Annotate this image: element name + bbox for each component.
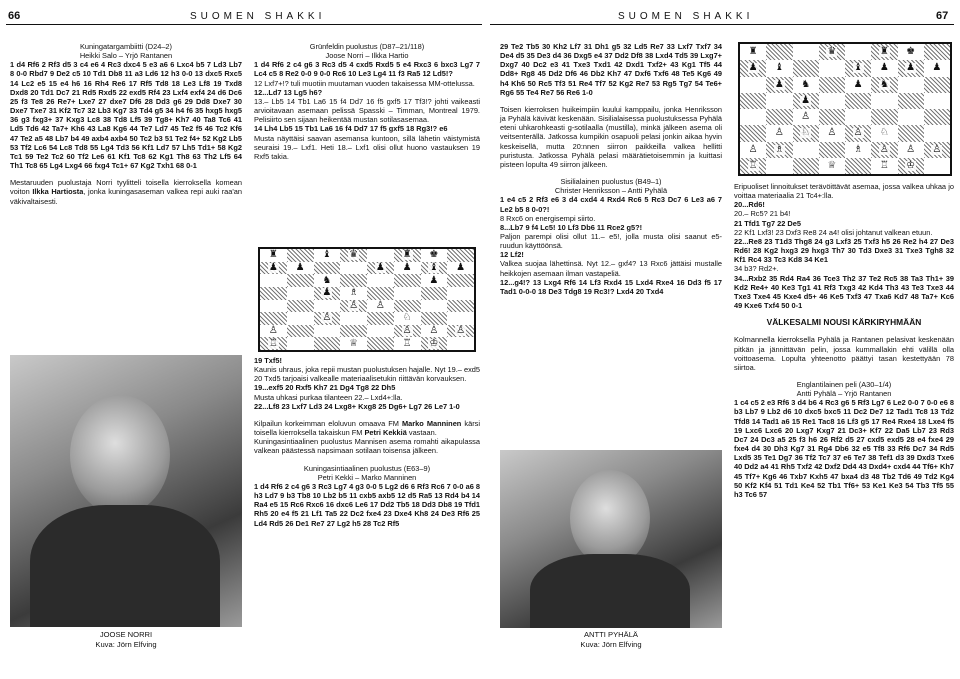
player-photo-pyhala: [500, 450, 722, 628]
board-square: [447, 287, 474, 300]
chess-diagram: [258, 247, 476, 352]
board-square: [447, 262, 474, 275]
chess-piece-icon: ♟: [268, 261, 278, 273]
board-square: [260, 337, 287, 350]
chess-piece-icon: ♙: [322, 312, 332, 324]
right-page-number: 67: [936, 10, 949, 22]
board-square: [845, 44, 871, 60]
board-square: [898, 142, 924, 158]
game-moves: 1 c4 c5 2 e3 Rf6 3 d4 b6 4 Rc3 g6 5 Rf3 Lg7 6 Le2 0-0 7 0-0 e6 8 b3 Lb7 9 Lb2 d6 10 dxc5 bxc5 11 Dc2 De7 12 Tad1 Tc8 13 Td2 Tfd8 14 Tad1 a6 15 Re1 Tac8 16 Lf3 g5 17 Re4 Rxe4 18 Lxe4 f5 19 Lxc6 Lxc6 20 Lxg7 Kxg7 21 Dc3+ Kf7 22 Da5 Lb7 23 Rd3 Dc7 24 Dc3 a5 25 f3 h6 26 Rf2 d5 27 cxd5 exd5 28 e4 fxe4 29 fxe4 d4 30 Dh3 Kg7 31 Rg4 Db6 32 e5 Tf8 33 Rf6 Dc7 34 Rd5 Lxd5 35 Te1 Dg7 36 Tf2 Tc7 37 e6 Te7 38 Tef1 d3 39 Dxd3 Txe6 40 Dd2 a4 41 Rh5 Txf2 42 Dxf2 Dd4 43 Dxd4+ cxd4 44 Tf6+ Kh7 45 Tf7+ Kg6 46 Txb7 Kxh5 47 bxa4 d3 48 Tb2 Td6 49 Td2 Kg4 50 Kf2 Kf4 51 Td1 Ke4 52 Tb1 Tf6+ 53 Ke1 Ke3 54 Tb3 Tf5 55 h3 Tc6 57: [734, 398, 954, 499]
board-square: [367, 262, 394, 275]
board-square: [898, 125, 924, 141]
board-square: [394, 325, 421, 338]
game-moves: 19...exf5 20 Rxf5 Kh7 21 Dg4 Tg8 22 Dh5: [254, 383, 396, 393]
chess-piece-icon: ♕: [827, 159, 837, 171]
chess-piece-icon: ♞: [322, 274, 332, 286]
photo-caption: JOOSE NORRI: [99, 630, 153, 639]
game-moves: 20...Rd6!: [734, 200, 765, 210]
board-square: [447, 300, 474, 313]
player-photo-norri: [10, 355, 242, 627]
board-square: [766, 93, 792, 109]
board-square: [740, 109, 766, 125]
chess-piece-icon: ♟: [801, 94, 811, 106]
board-square: [340, 249, 367, 262]
commentary: Mestaruuden puolustaja Norri tyylitteli toisella kierroksella komean voiton Ilkka Hartiosta, jonka kuningasaseman valkea repi auki raa'an väkivaltaisesti.: [10, 178, 243, 206]
chess-piece-icon: ♟: [774, 78, 784, 90]
board-square: [845, 142, 871, 158]
commentary: Musta näyttäisi saavan asemansa kuntoon, sillä lähetin väistymistä seuraisi 19.– Lxf1. Heti 18.– Lxf1 olisi ollut huono vastauksen 19 Rxf5 takia.: [254, 133, 480, 161]
board-square: [340, 274, 367, 287]
game-moves: 34...Rxb2 35 Rd4 Ra4 36 Tce3 Th2 37 Te2 Rc5 38 Ta3 Th1+ 39 Kd2 Re4+ 40 Ke3 Tg1 41 Rf3 Txg3 42 Kd4 Th3 43 Te3 Txe3 44 Txe3 Txe4 45 Kxe4 d5+ 46 Ke5 Txf3 47 Txa6 Kd7 48 Ta7+ Kc6 49 Kxe6 Txf4 50 0-1: [734, 273, 954, 311]
board-square: [447, 274, 474, 287]
chess-piece-icon: ♚: [906, 46, 916, 58]
board-square: [740, 44, 766, 60]
left-header-rule: [6, 24, 482, 25]
chess-piece-icon: ♙: [932, 143, 942, 155]
board-square: [314, 312, 341, 325]
board-square: [819, 77, 845, 93]
board-square: [740, 158, 766, 174]
board-square: [819, 109, 845, 125]
board-square: [871, 77, 897, 93]
board-square: [340, 312, 367, 325]
chess-piece-icon: ♙: [429, 325, 439, 337]
board-square: [871, 60, 897, 76]
board-square: [447, 337, 474, 350]
board-square: [340, 300, 367, 313]
game-moves: 22...Lf8 23 Lxf7 Ld3 24 Lxg8+ Kxg8 25 Dg6+ Lg7 26 Le7 1-0: [254, 401, 460, 411]
commentary: 12 Lxf7+!? tuli muotiin muutaman vuoden takaisessa MM-ottelussa.: [254, 78, 475, 88]
board-square: [421, 262, 448, 275]
board-square: [845, 125, 871, 141]
board-square: [367, 274, 394, 287]
chess-piece-icon: ♛: [349, 249, 359, 261]
board-square: [924, 158, 950, 174]
board-square: [924, 109, 950, 125]
game-moves: 1 d4 Rf6 2 c4 g6 3 Rc3 d5 4 cxd5 Rxd5 5 e4 Rxc3 6 bxc3 Lg7 7 Lc4 c5 8 Re2 0-0 9 0-0 Rc6 10 Le3 Lg4 11 f3 Ra5 12 Ld5!?: [254, 60, 480, 79]
game-players: Heikki Salo – Yrjö Rantanen: [79, 51, 173, 61]
chess-piece-icon: ♗: [349, 287, 359, 299]
commentary: Paljon parempi olisi ollut 11.– e5!, jolla musta olisi saanut e5-ruudun käyttöönsä.: [500, 231, 722, 251]
board-square: [871, 93, 897, 109]
chess-piece-icon: ♙: [801, 111, 811, 123]
board-square: [260, 312, 287, 325]
game-moves: 22...Re8 23 T1d3 Thg8 24 g3 Lxf3 25 Txf3 h5 26 Re2 h4 27 De3 Rd6! 28 Kg2 hxg3 29 hxg3 Th7 30 Td3 Dxe3 31 Txe3 Tgh8 32 Kf1 Rc4 33 Tc3 Kd8 34 Ke1: [734, 236, 954, 265]
board-square: [819, 60, 845, 76]
commentary: Valkea suojaa lähettinsä. Nyt 12.– gxf4? 13 Rxc6 jättäisi mustalle heikkojen asemaan ilman vastapeliä.: [500, 259, 722, 278]
chess-piece-icon: ♟: [906, 62, 916, 74]
game-players: Christer Henriksson – Antti Pyhälä: [554, 186, 668, 196]
chess-piece-icon: ♜: [748, 46, 758, 58]
commentary: Kaunis uhraus, joka repii mustan puolustuksen hajalle. Nyt 19.– exd5 20 Txd5 tarjoaisi valkealle materiaalisetukin riittävän korvauksen.: [254, 365, 480, 384]
board-square: [394, 287, 421, 300]
board-square: [766, 77, 792, 93]
board-square: [340, 262, 367, 275]
board-square: [871, 125, 897, 141]
game-moves: 21 Tfd1 Tg7 22 De5: [734, 218, 801, 228]
board-square: [314, 287, 341, 300]
board-square: [421, 337, 448, 350]
board-square: [793, 93, 819, 109]
commentary: Kuningasintiaalinen puolustus Mannisen asema romahti aikapulassa valkean päästessä napsimaan sotilaan toisensa jälkeen.: [254, 437, 480, 456]
chess-piece-icon: ♙: [879, 143, 889, 155]
photo-caption: ANTTI PYHÄLÄ: [583, 630, 638, 639]
board-square: [871, 142, 897, 158]
game-players: Antti Pyhälä – Yrjö Rantanen: [796, 389, 892, 399]
board-square: [367, 300, 394, 313]
photo-credit: Kuva: Jörn Elfving: [580, 640, 642, 649]
board-square: [871, 158, 897, 174]
chess-piece-icon: ♙: [375, 299, 385, 311]
chess-piece-icon: ♜: [402, 249, 412, 261]
board-square: [793, 125, 819, 141]
board-square: [793, 77, 819, 93]
board-square: [421, 249, 448, 262]
board-square: [340, 325, 367, 338]
chess-piece-icon: ♟: [456, 261, 466, 273]
chess-piece-icon: ♙: [853, 127, 863, 139]
board-square: [740, 125, 766, 141]
board-square: [871, 44, 897, 60]
board-square: [898, 158, 924, 174]
column-4: [734, 182, 954, 499]
chess-piece-icon: ♖: [402, 337, 412, 349]
board-square: [287, 337, 314, 350]
board-square: [421, 274, 448, 287]
commentary: 13.– Lb5 14 Tb1 La6 15 f4 Dd7 16 f5 gxf5 17 Tf3!? johti vaikeasti arvioitavaan asemaan pelissä Spasski – Timman, Montreal 1979. Pelisiirto sen sijaan heikentää mustan sotilasasemaa.: [254, 96, 480, 125]
board-square: [793, 44, 819, 60]
board-square: [287, 274, 314, 287]
board-square: [394, 300, 421, 313]
chess-piece-icon: ♖: [748, 159, 758, 171]
board-square: [260, 262, 287, 275]
board-square: [260, 300, 287, 313]
left-page-number: 66: [8, 10, 21, 22]
board-square: [260, 249, 287, 262]
board-square: [421, 325, 448, 338]
board-square: [260, 325, 287, 338]
board-square: [766, 142, 792, 158]
board-square: [367, 325, 394, 338]
board-square: [898, 44, 924, 60]
chess-piece-icon: ♟: [375, 261, 385, 273]
board-square: [871, 109, 897, 125]
chess-piece-icon: ♙: [402, 325, 412, 337]
game-header-line: Kuningasintiaalinen puolustus (E63–9): [303, 463, 431, 473]
chess-piece-icon: ♞: [879, 78, 889, 90]
board-square: [260, 287, 287, 300]
board-square: [845, 77, 871, 93]
board-square: [314, 262, 341, 275]
board-square: [287, 325, 314, 338]
board-square: [845, 109, 871, 125]
board-square: [314, 249, 341, 262]
left-magazine-title: SUOMEN SHAKKI: [190, 11, 326, 22]
board-square: [766, 125, 792, 141]
board-square: [924, 142, 950, 158]
board-square: [793, 60, 819, 76]
board-square: [367, 287, 394, 300]
commentary: 34 b3? Rd2+.: [734, 264, 779, 274]
chess-piece-icon: ♔: [906, 159, 916, 171]
board-square: [740, 93, 766, 109]
board-square: [394, 249, 421, 262]
board-square: [924, 44, 950, 60]
board-square: [447, 249, 474, 262]
board-square: [394, 337, 421, 350]
chess-piece-icon: ♟: [295, 261, 305, 273]
chess-piece-icon: ♟: [429, 274, 439, 286]
board-square: [394, 312, 421, 325]
board-square: [819, 142, 845, 158]
chess-piece-icon: ♟: [853, 78, 863, 90]
game-header-line: Kuningatargambiitti (D24–2): [79, 42, 173, 51]
commentary: Kilpailun korkeimman eloluvun omaava FM Marko Manninen kärsi toisella kierroksella takaiskun FM Petri Kekkiä vastaan.: [254, 418, 480, 438]
game-header-line: Englantilainen peli (A30–1/4): [796, 379, 892, 389]
chess-piece-icon: ♙: [748, 143, 758, 155]
game-moves: 1 d4 Rf6 2 Rf3 d5 3 c4 e6 4 Rc3 dxc4 5 e3 a6 6 Lxc4 b5 7 Ld3 Lb7 8 0-0 Rbd7 9 De2 c5 10 Td1 Db8 11 a3 Ld6 12 h3 0-0 13 dxc5 Rxc5 14 Lc2 e5 15 e4 h6 16 Rh4 Re6 17 Rf5 Td8 18 Le3 Lf8 19 Txd8 Dxd8 20 Td1 Dc7 21 Rd5 Rxd5 22 exd5 Rf4 23 Lxf4 exf4 24 d6 Dc6 25 f3 Te8 26 Re7+ Lxe7 27 dxe7 Df6 28 Dd3 g6 29 Dd8 Dxe7 30 Dxe7 Txe7 31 Kf2 Tc7 32 Lb3 Kg7 33 Td4 g5 34 h4 f6 35 hxg5 hxg5 36 g3 fxg3+ 37 Kxg3 Lc8 38 Td8 Lf5 39 Tg8+ Kh7 40 Ta8 Tc6 41 Ld5 Td6 42 Ta7+ Kh6 43 La8 Kg6 44 Te7 Ld7 45 Te2 f5 46 Tc2 Kf6 47 Te2 a5 48 Lb7 b4 49 axb4 axb4 50 Tc2 b3 51 Te2 f4+ 52 Kg2 Lb5 53 Tf2 Lc6 54 Lc8 Td8 55 Lg4 Td3 56 Kf1 Ld7 57 Lh5 Td1+ 58 Kg2 Tc1 59 Te2 Tc2 60 Tf2 Le6 61 Kf1 Tc8 62 Kg1 Th8 63 Th2 Lf5 64 Th1 Tc8 65 Lg4 Lxg4 66 fxg4 Tc1+ 67 Kg2 Txh1 68 0-1: [10, 60, 242, 171]
board-square: [924, 125, 950, 141]
board-square: [314, 337, 341, 350]
board-square: [898, 93, 924, 109]
commentary: 20.– Rc5? 21 b4!: [734, 209, 791, 219]
chess-piece-icon: ♙: [268, 325, 278, 337]
board-square: [845, 158, 871, 174]
chess-piece-icon: ♞: [801, 78, 811, 90]
chess-piece-icon: ♝: [774, 62, 784, 74]
board-square: [314, 274, 341, 287]
game-moves: 29 Te2 Tb5 30 Kh2 Lf7 31 Dh1 g5 32 Ld5 Re7 33 Lxf7 Txf7 34 De4 d5 35 De3 d4 36 Dxg5 e4 37 Dd2 Df8 38 Lxd4 Td5 39 Lxg7+ Dxg7 40 Dc2 e3 41 Txe3 Txd1 42 Dxd1 Txf2+ 43 Kg1 Tf5 44 Dd8+ Rg8 45 Dd2 Df6 46 Db2 Kh7 47 Dxf6 Txf6 48 Te5 Kg6 49 h4 Kh6 50 Rc5 Tf3 51 Re4 Tf7 52 Kg2 Re7 53 Rg5 Tg7 54 Te6+ Rg6 55 Te4 Re7 56 Re6 1-0: [500, 42, 722, 97]
section-title: VÄLKESALMI NOUSI KÄRKIRYHMÄÄN: [766, 317, 922, 328]
board-square: [740, 142, 766, 158]
board-square: [394, 262, 421, 275]
chess-piece-icon: ♙: [827, 127, 837, 139]
column-2: [254, 42, 480, 161]
board-square: [367, 249, 394, 262]
chess-piece-icon: ♔: [429, 337, 439, 349]
board-square: [766, 109, 792, 125]
game-moves: 19 Txf5!: [254, 356, 282, 365]
chess-piece-icon: ♝: [322, 249, 332, 261]
commentary: Eripuoliset linnoitukset terävöittävät asemaa, jossa valkea uhkaa jo voittaa materiaalia 21 Tc4+:lla.: [734, 182, 954, 201]
commentary: 22 Kf1 Lxf3! 23 Dxf3 Re8 24 a4! olisi johtanut valkean etuun.: [734, 227, 933, 237]
board-square: [845, 93, 871, 109]
commentary: Toisen kierroksen huikeimpiin kuului kamppailu, jonka Henriksson ja Pyhälä kävivät keskenään. Sisilialaisessa puolustuksessa Pyhälä eteni uhkarohkeasti g-sotilaalla (mustilla), minkä jälkeen asema oli veitsenterällä. Jatkossa kumpikin osapuoli pelasi jonkin aikaa hyvin keskeisellä, mutta 20:nnen siirron paikkeilla valkea hellitti puristusta. Jatkossa Pyhälä pelasi määrätietoisemmin ja kuittasi pisteen lopulta 49 siirron jälkeen.: [500, 104, 722, 169]
game-header-line: Sisilialainen puolustus (B49–1): [560, 177, 662, 187]
column-2-lower: [254, 356, 480, 528]
board-square: [287, 312, 314, 325]
board-square: [421, 287, 448, 300]
board-square: [314, 300, 341, 313]
board-square: [421, 300, 448, 313]
game-moves: 14 Lh4 Lb5 15 Tb1 La6 16 f4 Dd7 17 f5 gxf5 18 Rg3!? e6: [254, 124, 448, 134]
chess-piece-icon: ♗: [853, 143, 863, 155]
right-header-rule: [490, 24, 954, 25]
column-3: [500, 42, 722, 296]
board-square: [793, 109, 819, 125]
game-moves: 8...Lb7 9 f4 Lc5! 10 Lf3 Db6 11 Rce2 g5?!: [500, 222, 643, 232]
chess-piece-icon: ♕: [349, 337, 359, 349]
board-square: [287, 287, 314, 300]
board-square: [287, 262, 314, 275]
board-square: [766, 158, 792, 174]
game-players: Petri Kekki – Marko Manninen: [317, 472, 417, 482]
chess-piece-icon: ♘: [801, 127, 811, 139]
board-square: [447, 325, 474, 338]
board-square: [898, 109, 924, 125]
game-moves: 12...Ld7 13 Lg5 h6?: [254, 87, 323, 97]
chess-piece-icon: ♖: [268, 337, 278, 349]
game-moves: 12 Lf2!: [500, 250, 524, 260]
chess-piece-icon: ♙: [349, 299, 359, 311]
board-square: [394, 274, 421, 287]
game-moves: 1 e4 c5 2 Rf3 e6 3 d4 cxd4 4 Rxd4 Rc6 5 Rc3 Dc7 6 Le3 a6 7 Le2 b5 8 0-0?!: [500, 195, 722, 214]
board-square: [766, 60, 792, 76]
photo-credit: Kuva: Jörn Elfving: [95, 640, 157, 649]
chess-piece-icon: ♗: [774, 143, 784, 155]
board-square: [766, 44, 792, 60]
board-square: [898, 77, 924, 93]
right-magazine-title: SUOMEN SHAKKI: [618, 11, 754, 22]
chess-piece-icon: ♘: [879, 127, 889, 139]
chess-piece-icon: ♝: [853, 62, 863, 74]
chess-piece-icon: ♟: [932, 62, 942, 74]
board-square: [287, 249, 314, 262]
board-square: [924, 60, 950, 76]
chess-piece-icon: ♖: [879, 159, 889, 171]
chess-piece-icon: ♟: [322, 287, 332, 299]
chess-piece-icon: ♟: [748, 62, 758, 74]
commentary: Musta uhkasi purkaa tilanteen 22.– Lxd4+:lla.: [254, 392, 403, 402]
chess-piece-icon: ♙: [774, 127, 784, 139]
board-square: [819, 44, 845, 60]
board-square: [819, 125, 845, 141]
game-header-line: Grünfeldin puolustus (D87–21/118): [309, 42, 425, 51]
board-square: [314, 325, 341, 338]
chess-piece-icon: ♜: [268, 249, 278, 261]
board-square: [924, 77, 950, 93]
chess-piece-icon: ♝: [429, 261, 439, 273]
chess-piece-icon: ♜: [879, 46, 889, 58]
board-square: [793, 158, 819, 174]
board-square: [898, 60, 924, 76]
board-square: [260, 274, 287, 287]
board-square: [740, 77, 766, 93]
board-square: [421, 312, 448, 325]
chess-diagram: [738, 42, 952, 176]
board-square: [819, 158, 845, 174]
column-1: [10, 42, 242, 206]
game-moves: 1 d4 Rf6 2 c4 g6 3 Rc3 Lg7 4 g3 0-0 5 Lg2 d6 6 Rf3 Rc6 7 0-0 a6 8 h3 Ld7 9 b3 Tb8 10 Lb2 b5 11 cxb5 axb5 12 d5 Ra5 13 Rd4 b4 14 Ra4 e5 15 Rc6 Rxc6 16 dxc6 Le6 17 Dd2 Tb5 18 Dd3 Db8 19 Tfd1 Rh5 20 e4 f5 21 Lf1 Ta5 22 Dc2 fxe4 23 Dxe4 Kh8 24 De3 Rf6 25 Ld4 Rd5 26 De1 Re7 27 Lg2 h5 28 Tc2 Rf5: [254, 481, 480, 528]
chess-piece-icon: ♟: [879, 62, 889, 74]
board-square: [740, 60, 766, 76]
commentary: 8 Rxc6 on energisempi siirto.: [500, 213, 596, 223]
chess-piece-icon: ♟: [402, 261, 412, 273]
game-moves: 12...g4!? 13 Lxg4 Rf6 14 Lf3 Rxd4 15 Lxd4 Rxe4 16 Dd3 f5 17 Tad1 0-0-0 18 De3 Tdg8 19 Rc3!? Lxd4 20 Txd4: [500, 277, 722, 296]
board-square: [367, 337, 394, 350]
board-square: [287, 300, 314, 313]
board-square: [819, 93, 845, 109]
chess-piece-icon: ♛: [827, 46, 837, 58]
board-square: [845, 60, 871, 76]
board-square: [340, 287, 367, 300]
chess-piece-icon: ♚: [429, 249, 439, 261]
commentary: Kolmannella kierroksella Pyhälä ja Rantanen pelasivat keskenään pitkän ja jännittävän pelin, jossa kummallakin ehti välillä olla voittoasema. Lopulta yhteenotto päättyi tasan kestettyään 78 siirtoa.: [734, 335, 954, 372]
board-square: [793, 142, 819, 158]
board-square: [924, 93, 950, 109]
chess-piece-icon: ♙: [456, 325, 466, 337]
board-square: [447, 312, 474, 325]
board-square: [367, 312, 394, 325]
chess-piece-icon: ♙: [906, 143, 916, 155]
chess-piece-icon: ♘: [402, 312, 412, 324]
game-players: Joose Norri – Ilkka Hartio: [325, 51, 409, 61]
board-square: [340, 337, 367, 350]
